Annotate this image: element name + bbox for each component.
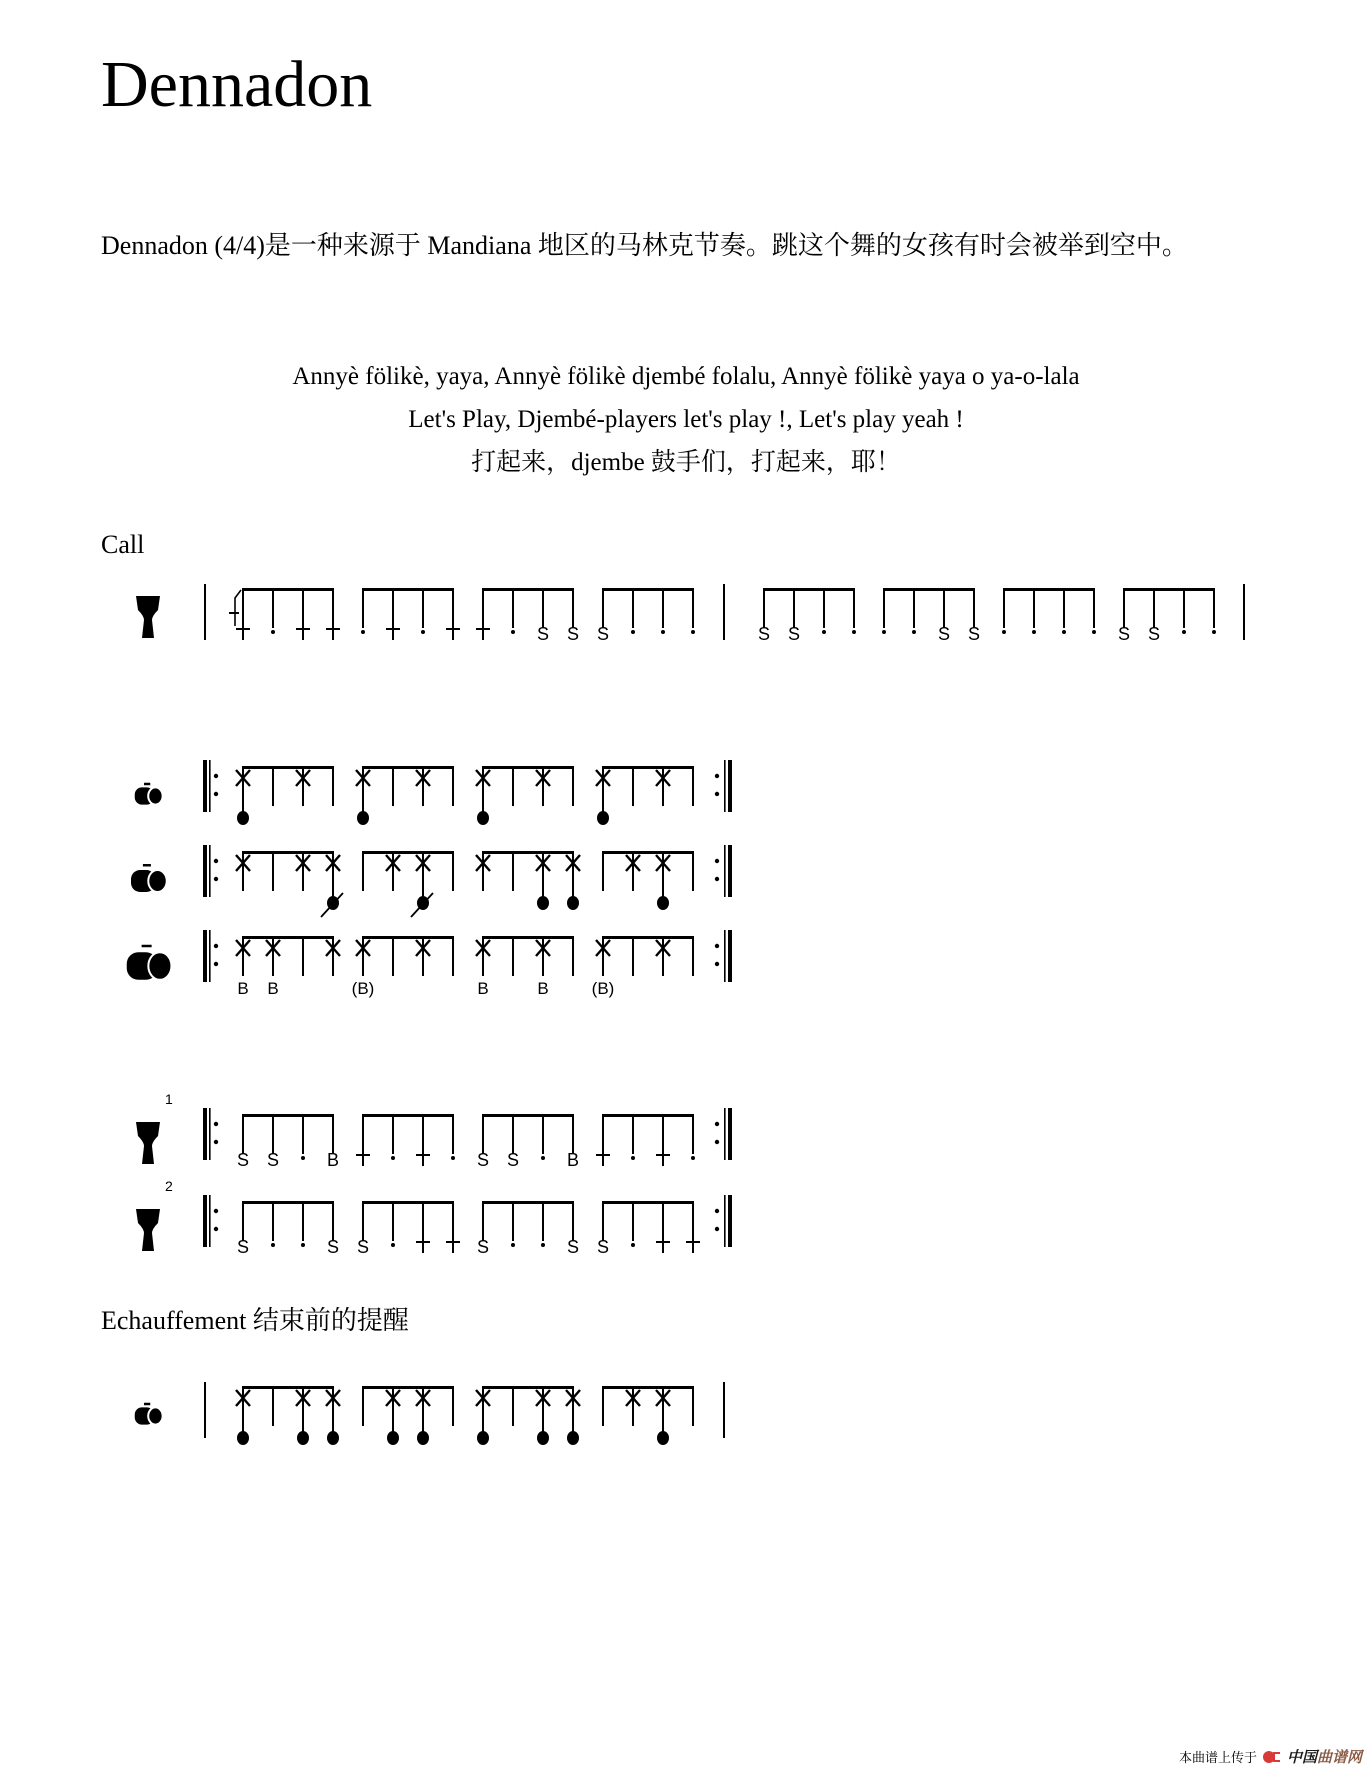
open-stroke xyxy=(537,1431,549,1445)
footer-watermark xyxy=(1179,1746,1362,1767)
beam xyxy=(602,766,694,769)
stroke-letter: B xyxy=(326,1150,340,1170)
lyrics-line-2: Let's Play, Djembé-players let's play !, Let's play yeah ! xyxy=(408,406,964,433)
rest-dot xyxy=(631,1243,635,1247)
open-stroke xyxy=(327,1431,339,1445)
beam xyxy=(242,851,334,854)
tone-note xyxy=(656,1241,670,1243)
stroke-letter: S xyxy=(787,624,801,644)
staff-kenkeni xyxy=(135,760,732,825)
tone-note xyxy=(296,628,310,630)
kenkeni-icon xyxy=(135,1403,163,1425)
beam xyxy=(242,766,334,769)
open-stroke xyxy=(237,811,249,825)
repeat-start-bar xyxy=(203,845,207,897)
bass-stroke: (B) xyxy=(591,979,615,998)
repeat-start-bar xyxy=(203,930,207,982)
tone-note xyxy=(236,628,250,630)
rest-dot xyxy=(541,1156,545,1160)
stroke-letter: S xyxy=(596,624,610,644)
staff-echauffement xyxy=(135,1382,725,1445)
stroke-letter: S xyxy=(326,1237,340,1257)
repeat-end-bar xyxy=(724,845,726,897)
lyrics-line-3: 打起来，djembe 鼓手们，打起来，耶！ xyxy=(471,449,901,476)
bar-line xyxy=(204,1382,206,1438)
repeat-start-bar xyxy=(203,1195,207,1247)
open-stroke xyxy=(567,1431,579,1445)
tone-note xyxy=(476,628,490,630)
tone-note xyxy=(326,628,340,630)
stroke-letter: S xyxy=(566,624,580,644)
beam xyxy=(362,588,454,591)
open-stroke xyxy=(657,896,669,910)
stroke-letter: S xyxy=(476,1150,490,1170)
sangban-icon xyxy=(131,864,167,892)
beam xyxy=(362,1201,454,1204)
beam xyxy=(602,936,694,939)
rest-dot xyxy=(912,630,916,634)
stroke-letter: S xyxy=(476,1237,490,1257)
staff-djembe1 xyxy=(136,1091,732,1170)
bar-line xyxy=(1243,584,1245,640)
repeat-end-bar xyxy=(724,1108,726,1160)
stroke-letter: S xyxy=(1117,624,1131,644)
beam xyxy=(602,1114,694,1117)
rest-dot xyxy=(1062,630,1066,634)
beam xyxy=(482,766,574,769)
page-title: Dennadon xyxy=(101,48,373,121)
djembe-icon xyxy=(136,596,160,638)
rest-dot xyxy=(301,1243,305,1247)
beam xyxy=(602,851,694,854)
rest-dot xyxy=(1182,630,1186,634)
rest-dot xyxy=(822,630,826,634)
rest-dot xyxy=(421,630,425,634)
rest-dot xyxy=(691,1156,695,1160)
instrument-number: 2 xyxy=(165,1178,173,1194)
bar-line xyxy=(204,584,206,640)
stroke-letter: S xyxy=(967,624,981,644)
footer-text: 本曲谱上传于 xyxy=(1178,1750,1257,1765)
open-stroke xyxy=(387,1431,399,1445)
rest-dot xyxy=(451,1156,455,1160)
tone-note xyxy=(416,1154,430,1156)
beam xyxy=(242,1386,334,1389)
tone-note xyxy=(656,1154,670,1156)
rest-dot xyxy=(852,630,856,634)
stroke-letter: S xyxy=(506,1150,520,1170)
dundunba-icon xyxy=(127,945,172,980)
rest-dot xyxy=(301,1156,305,1160)
section-label-echauffement: Echauffement 结束前的提醒 xyxy=(101,1306,409,1335)
rest-dot xyxy=(631,630,635,634)
rest-dot xyxy=(1212,630,1216,634)
open-stroke xyxy=(567,896,579,910)
open-stroke xyxy=(597,811,609,825)
rest-dot xyxy=(271,630,275,634)
staff-djembe2 xyxy=(136,1178,732,1257)
rest-dot xyxy=(691,630,695,634)
rest-dot xyxy=(391,1243,395,1247)
tone-note xyxy=(686,1241,700,1243)
tone-note xyxy=(446,628,460,630)
beam xyxy=(602,588,694,591)
repeat-end-bar xyxy=(724,1195,726,1247)
stroke-letter: S xyxy=(937,624,951,644)
rest-dot xyxy=(391,1156,395,1160)
tone-note xyxy=(596,1154,610,1156)
beam xyxy=(883,588,975,591)
bass-stroke: B xyxy=(477,979,489,998)
section-label-call: Call xyxy=(101,530,145,559)
stroke-letter: S xyxy=(236,1150,250,1170)
intro-paragraph: Dennadon (4/4)是一种来源于 Mandiana 地区的马林克节奏。跳这个舞的女孩有时会被举到空中。 xyxy=(101,231,1188,260)
repeat-end-bar xyxy=(724,760,726,812)
repeat-start-bar xyxy=(203,1108,207,1160)
djembe-icon xyxy=(136,1209,160,1251)
beam xyxy=(763,588,855,591)
bar-line xyxy=(723,584,725,640)
rest-dot xyxy=(511,630,515,634)
flam-grace-note xyxy=(235,590,241,626)
site-brand: 中国曲谱网 xyxy=(1286,1749,1362,1766)
stroke-letter: S xyxy=(757,624,771,644)
tone-note xyxy=(356,1154,370,1156)
beam xyxy=(482,588,574,591)
rest-dot xyxy=(361,630,365,634)
rest-dot xyxy=(1092,630,1096,634)
stroke-letter: S xyxy=(1147,624,1161,644)
repeat-start-bar xyxy=(203,760,207,812)
stroke-letter: B xyxy=(566,1150,580,1170)
beam xyxy=(482,1386,574,1389)
bass-stroke: B xyxy=(267,979,279,998)
rest-dot xyxy=(661,630,665,634)
rest-dot xyxy=(541,1243,545,1247)
bass-stroke: B xyxy=(237,979,249,998)
bass-stroke: (B) xyxy=(351,979,375,998)
stroke-letter: S xyxy=(236,1237,250,1257)
beam xyxy=(482,1114,574,1117)
beam xyxy=(242,936,334,939)
stroke-letter: S xyxy=(356,1237,370,1257)
staff-sangban xyxy=(131,845,732,917)
instrument-number: 1 xyxy=(165,1091,173,1107)
rest-dot xyxy=(1032,630,1036,634)
bass-stroke: B xyxy=(537,979,549,998)
rest-dot xyxy=(882,630,886,634)
open-stroke xyxy=(657,1431,669,1445)
repeat-end-bar xyxy=(724,930,726,982)
site-logo-icon xyxy=(1263,1750,1281,1764)
beam xyxy=(242,1201,334,1204)
beam xyxy=(1123,588,1215,591)
lyrics-line-1: Annyè fölikè, yaya, Annyè fölikè djembé folalu, Annyè fölikè yaya o ya-o-lala xyxy=(292,363,1080,390)
rest-dot xyxy=(271,1243,275,1247)
staff-dundunba xyxy=(127,930,732,998)
beam xyxy=(482,1201,574,1204)
beam xyxy=(362,936,454,939)
stroke-letter: S xyxy=(536,624,550,644)
beam xyxy=(482,851,574,854)
beam xyxy=(1003,588,1095,591)
beam xyxy=(362,1114,454,1117)
beam xyxy=(362,851,454,854)
open-stroke xyxy=(417,1431,429,1445)
open-stroke xyxy=(477,1431,489,1445)
stroke-letter: S xyxy=(266,1150,280,1170)
tone-note xyxy=(446,1241,460,1243)
rest-dot xyxy=(1002,630,1006,634)
beam xyxy=(362,1386,454,1389)
stroke-letter: S xyxy=(596,1237,610,1257)
beam xyxy=(602,1201,694,1204)
djembe-icon xyxy=(136,1122,160,1164)
open-stroke xyxy=(297,1431,309,1445)
beam xyxy=(242,588,334,591)
stroke-letter: S xyxy=(566,1237,580,1257)
kenkeni-icon xyxy=(135,783,163,805)
beam xyxy=(482,936,574,939)
tone-note xyxy=(416,1241,430,1243)
open-stroke xyxy=(537,896,549,910)
beam xyxy=(362,766,454,769)
beam xyxy=(242,1114,334,1117)
tone-note xyxy=(386,628,400,630)
open-stroke xyxy=(357,811,369,825)
rest-dot xyxy=(511,1243,515,1247)
open-stroke xyxy=(237,1431,249,1445)
bar-line xyxy=(723,1382,725,1438)
rest-dot xyxy=(631,1156,635,1160)
open-stroke xyxy=(477,811,489,825)
staff-call xyxy=(136,584,1245,644)
beam xyxy=(602,1386,694,1389)
